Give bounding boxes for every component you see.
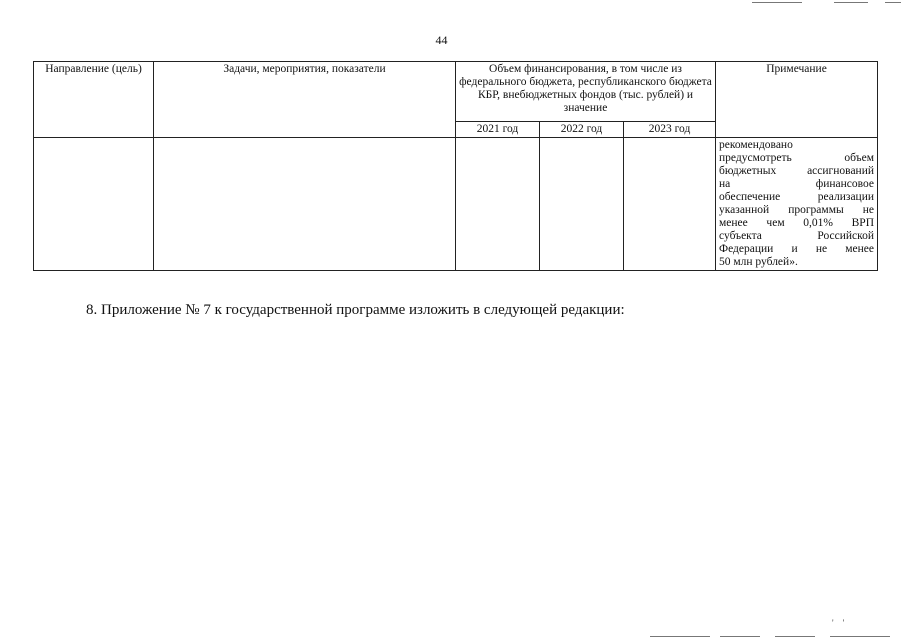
header-note: Примечание xyxy=(716,62,878,138)
scan-mark-bottom-1 xyxy=(650,636,710,637)
scan-mark-bottom-4 xyxy=(830,636,890,637)
note-line: Федерации и не менее xyxy=(719,243,875,255)
scan-mark-top-3 xyxy=(885,2,901,3)
financing-table xyxy=(33,61,878,271)
cell-2021 xyxy=(456,138,540,271)
note-line: на финансовое xyxy=(719,178,875,190)
header-direction: Направление (цель) xyxy=(34,62,154,138)
note-line: 50 млн рублей». xyxy=(719,256,798,268)
note-line: обеспечение реализации xyxy=(719,191,875,203)
page-number: 44 xyxy=(435,33,448,47)
cell-2023 xyxy=(624,138,716,271)
header-year-2021: 2021 год xyxy=(456,122,540,138)
cell-tasks xyxy=(154,138,456,271)
scan-mark-top-1 xyxy=(752,2,802,3)
scan-mark-top-2 xyxy=(834,2,868,3)
cell-note xyxy=(716,138,878,271)
header-year-2023: 2023 год xyxy=(624,122,716,138)
scan-mark-bottom-2 xyxy=(720,636,760,637)
header-year-2022: 2022 год xyxy=(540,122,624,138)
cell-direction xyxy=(34,138,154,271)
note-line: субъекта Российской xyxy=(719,230,875,242)
note-line: бюджетных ассигнований xyxy=(719,165,875,177)
note-line: менее чем 0,01% ВРП xyxy=(719,217,875,229)
note-line: предусмотреть объем xyxy=(719,152,875,164)
scan-artifact-mark: ' ' xyxy=(832,618,845,628)
cell-2022 xyxy=(540,138,624,271)
table-row xyxy=(34,138,878,271)
header-tasks: Задачи, мероприятия, показатели xyxy=(154,62,456,138)
note-line: указанной программы не xyxy=(719,204,875,216)
scan-mark-bottom-3 xyxy=(775,636,815,637)
instruction-text: 8. Приложение № 7 к государственной программе изложить в следующей редакции: xyxy=(86,302,625,318)
note-line: рекомендовано xyxy=(719,139,793,151)
table-header-row xyxy=(34,62,878,122)
header-financing: Объем финансирования, в том числе из федерального бюджета, республиканского бюджета КБР, внебюджетных фондов (тыс. рублей) и значение xyxy=(456,62,716,122)
